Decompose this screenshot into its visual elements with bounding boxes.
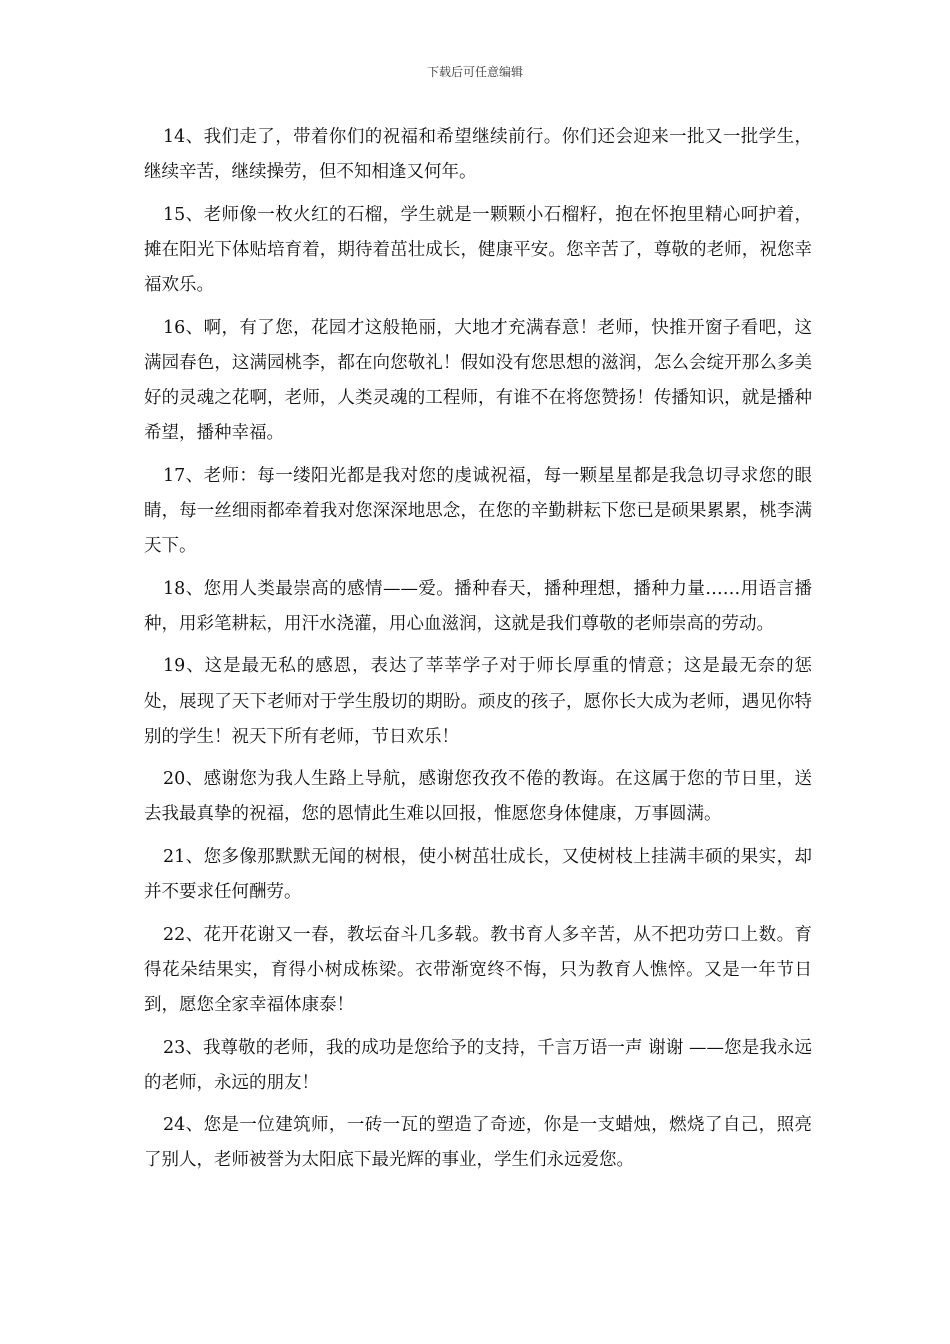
paragraph-15: 15、老师像一枚火红的石榴，学生就是一颗颗小石榴籽，抱在怀抱里精心呵护着，摊在阳光下体贴培育着，期待着茁壮成长，健康平安。您辛苦了，尊敬的老师，祝您幸福欢乐。 (144, 204, 812, 296)
paragraph-21: 21、您多像那默默无闻的树根，使小树茁壮成长，又使树枝上挂满丰硕的果实，却并不要求任何酬劳。 (144, 846, 812, 903)
paragraph-23: 23、我尊敬的老师，我的成功是您给予的支持，千言万语一声 谢谢 ——您是我永远的老师，永远的朋友！ (144, 1037, 812, 1093)
document-body (144, 120, 812, 1186)
paragraph-20: 20、感谢您为我人生路上导航，感谢您孜孜不倦的教诲。在这属于您的节日里，送去我最真挚的祝福，您的恩情此生难以回报，惟愿您身体健康，万事圆满。 (144, 769, 812, 825)
page-header: 下载后可任意编辑 (426, 65, 523, 79)
paragraph-19: 19、这是最无私的感恩，表达了莘莘学子对于师长厚重的情意；这是最无奈的惩处，展现了天下老师对于学生殷切的期盼。顽皮的孩子，愿你长大成为老师，遇见你特别的学生！祝天下所有老师，节日欢乐！ (144, 656, 812, 747)
paragraph-16: 16、啊，有了您，花园才这般艳丽，大地才充满春意！老师，快推开窗子看吧，这满园春色，这满园桃李，都在向您敬礼！假如没有您思想的滋润，怎么会绽开那么多美好的灵魂之花啊，老师，人类灵魂的工程师，有谁不在将您赞扬！传播知识，就是播种希望，播种幸福。 (144, 317, 812, 444)
paragraph-17: 17、老师：每一缕阳光都是我对您的虔诚祝福，每一颗星星都是我急切寻求您的眼睛，每一丝细雨都牵着我对您深深地思念，在您的辛勤耕耘下您已是硕果累累，桃李满天下。 (144, 465, 812, 557)
paragraph-18: 18、您用人类最崇高的感情——爱。播种春天，播种理想，播种力量……用语言播种，用彩笔耕耘，用汗水浇灌，用心血滋润，这就是我们尊敬的老师崇高的劳动。 (144, 578, 812, 634)
paragraph-24: 24、您是一位建筑师，一砖一瓦的塑造了奇迹，你是一支蜡烛，燃烧了自己，照亮了别人，老师被誉为太阳底下最光辉的事业，学生们永远爱您。 (144, 1115, 812, 1171)
paragraph-22: 22、花开花谢又一春，教坛奋斗几多载。教书育人多辛苦，从不把功劳口上数。育得花朵结果实，育得小树成栋梁。衣带渐宽终不悔，只为教育人憔悴。又是一年节日到，愿您全家幸福体康泰！ (144, 924, 812, 1016)
paragraph-14: 14、我们走了，带着你们的祝福和希望继续前行。你们还会迎来一批又一批学生，继续辛苦，继续操劳，但不知相逢又何年。 (144, 127, 812, 183)
